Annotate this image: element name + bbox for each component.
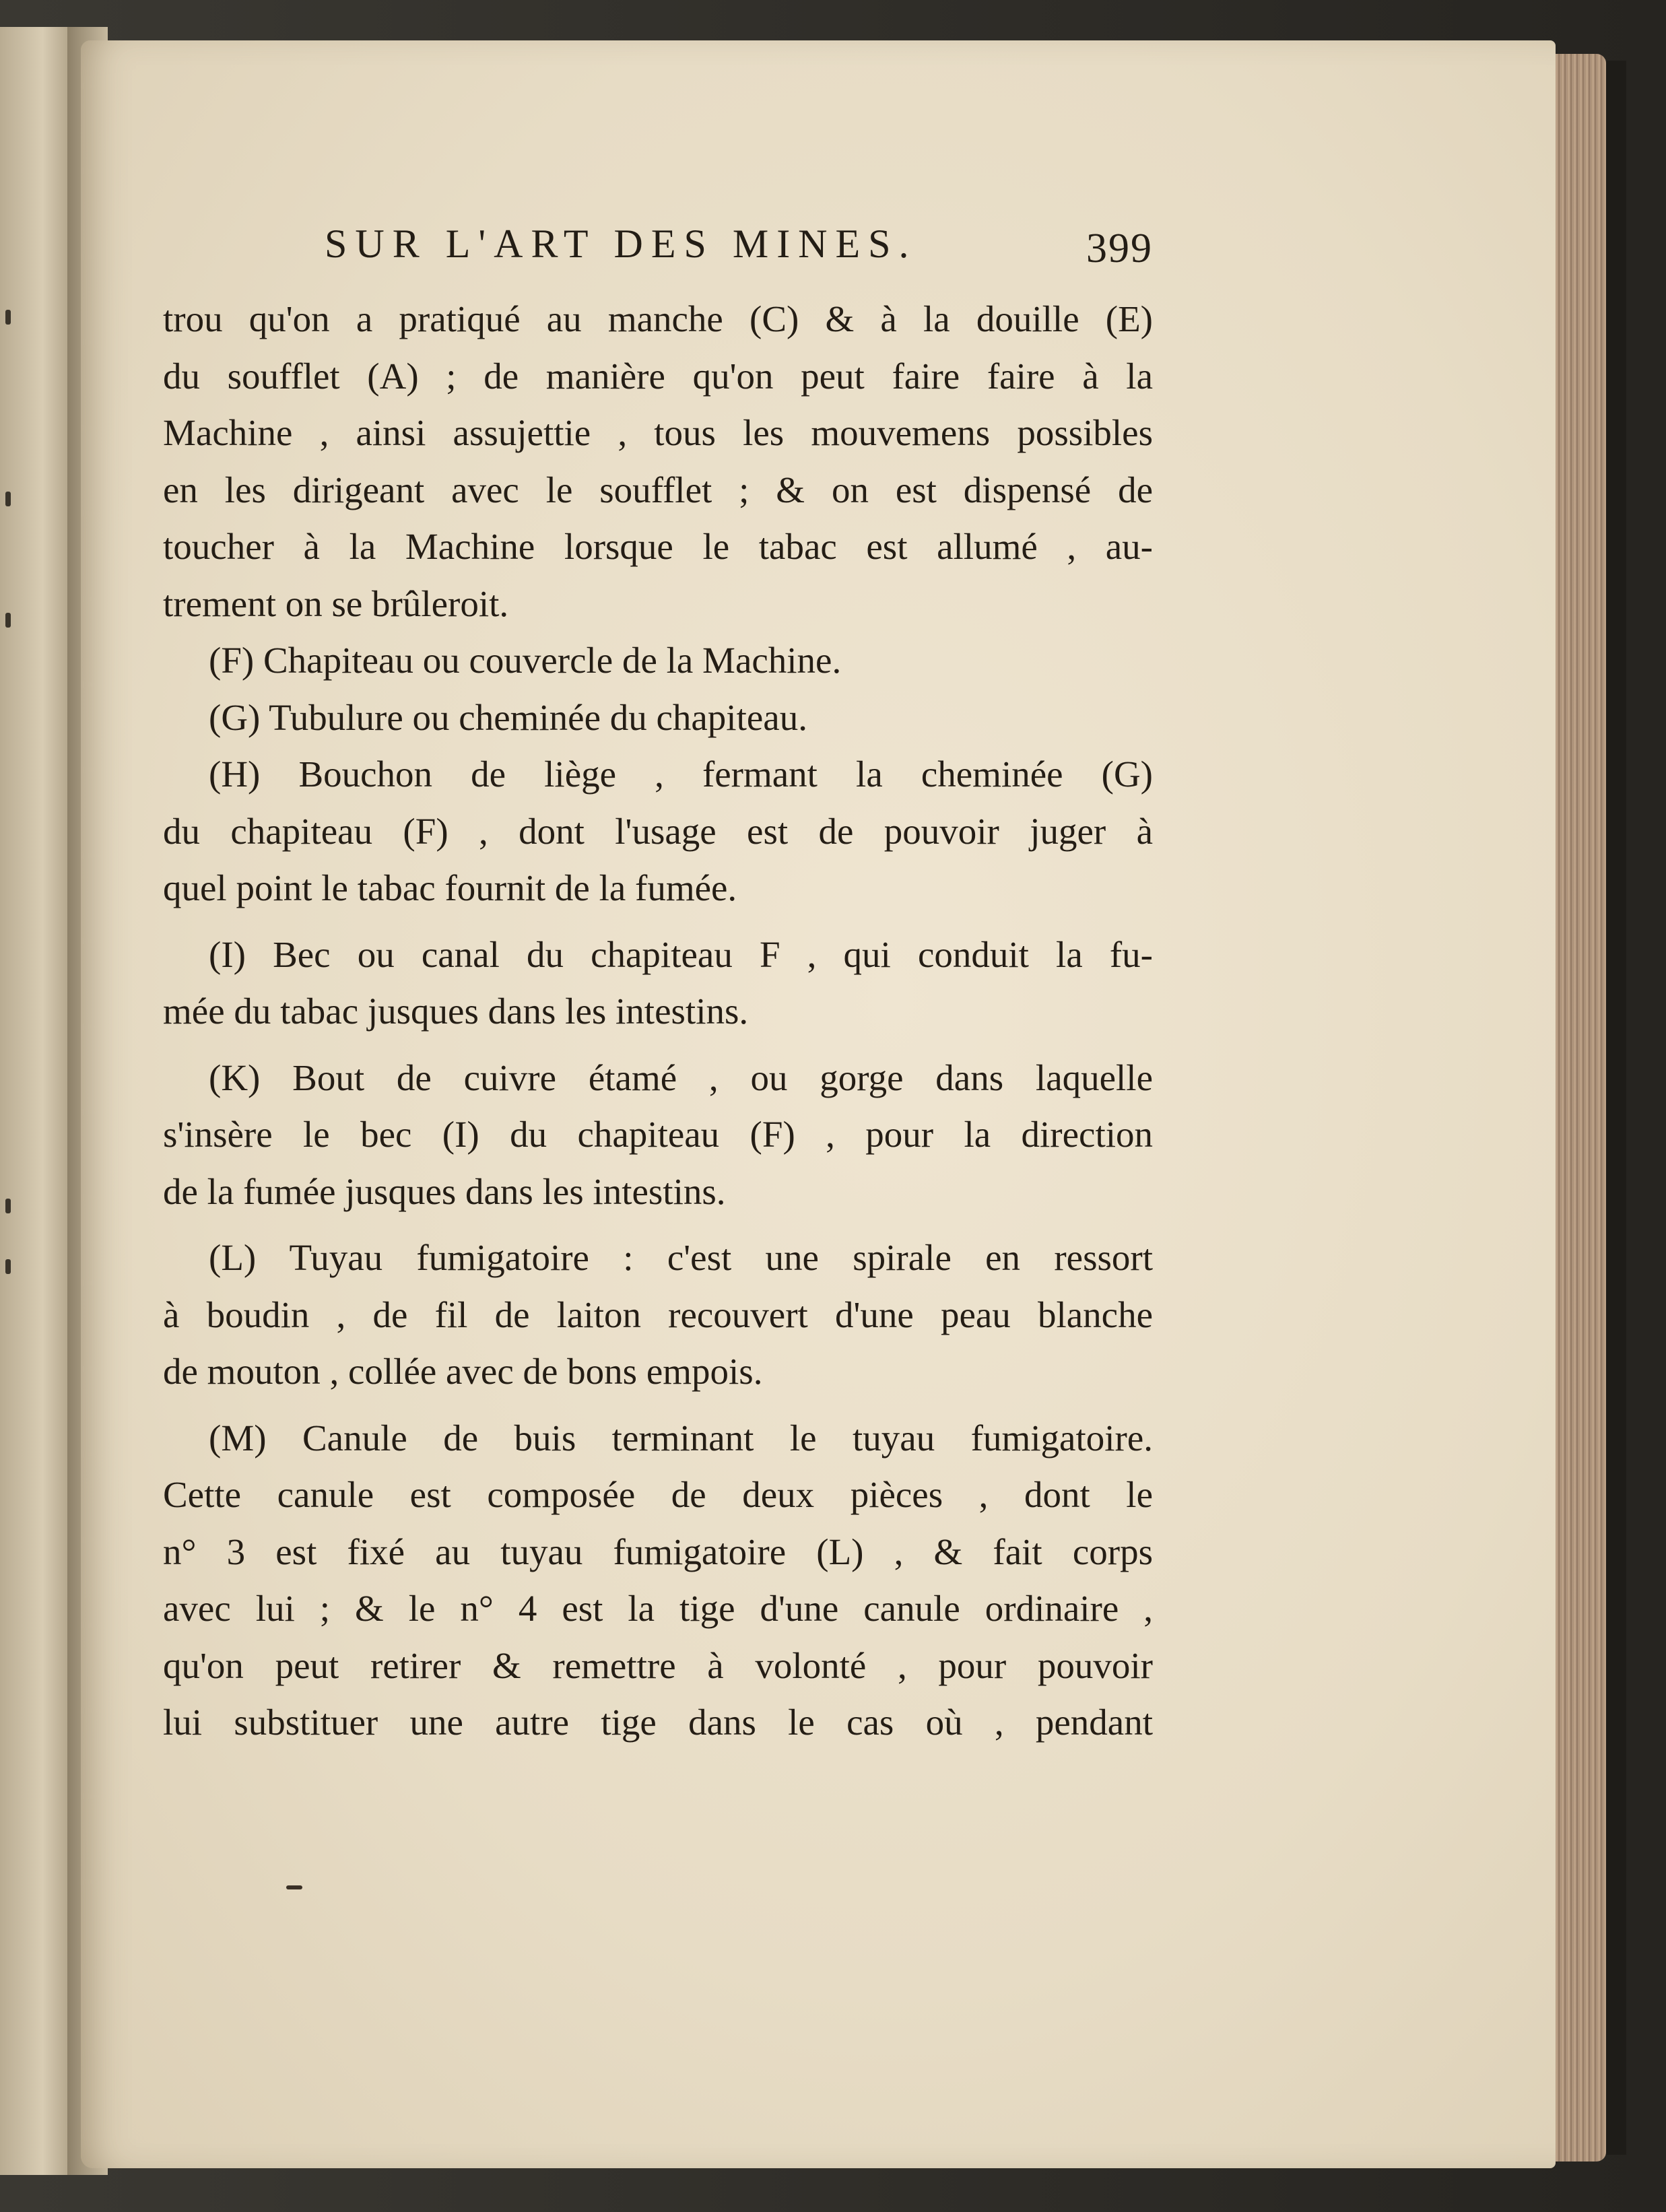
- facing-page-mark: [5, 310, 11, 325]
- text-line: avec lui ; & le n° 4 est la tige d'une canule ordinaire ,: [163, 1588, 1153, 1629]
- text-line: du soufflet (A) ; de manière qu'on peut faire faire à la: [163, 355, 1153, 397]
- text-line: du chapiteau (F) , dont l'usage est de pouvoir juger à: [163, 810, 1153, 852]
- text-line: Machine , ainsi assujettie , tous les mouvemens possibles: [163, 412, 1153, 453]
- facing-page-edge: [0, 27, 77, 2175]
- text-line: Cette canule est composée de deux pièces , dont le: [163, 1474, 1153, 1515]
- body-text: [163, 291, 1153, 1751]
- text-line: en les dirigeant avec le soufflet ; & on est dispensé de: [163, 469, 1153, 510]
- entry-F: (F) Chapiteau ou couvercle de la Machine.: [209, 640, 842, 681]
- entry-H: (H) Bouchon de liège , fermant la cheminée (G): [209, 753, 1153, 795]
- text-line: trou qu'on a pratiqué au manche (C) & à la douille (E): [163, 298, 1153, 339]
- text-line: qu'on peut retirer & remettre à volonté , pour pouvoir: [163, 1644, 1153, 1686]
- text-line: quel point le tabac fournit de la fumée.: [163, 867, 737, 908]
- ink-speck: [286, 1885, 302, 1889]
- entry-K: (K) Bout de cuivre étamé , ou gorge dans laquelle: [209, 1057, 1153, 1098]
- text-line: s'insère le bec (I) du chapiteau (F) , pour la direction: [163, 1114, 1153, 1155]
- page-edge-shadow: [1606, 61, 1626, 2155]
- running-head: [163, 215, 1153, 276]
- facing-page-mark: [5, 613, 11, 628]
- running-title: SUR L'ART DES MINES.: [325, 222, 917, 266]
- text-line: de mouton , collée avec de bons empois.: [163, 1351, 763, 1392]
- text-line: lui substituer une autre tige dans le cas où , pendant: [163, 1702, 1153, 1743]
- text-line: n° 3 est fixé au tuyau fumigatoire (L) , & fait corps: [163, 1531, 1153, 1572]
- text-line: trement on se brûleroit.: [163, 582, 509, 624]
- entry-I: (I) Bec ou canal du chapiteau F , qui conduit la fu-: [209, 933, 1153, 975]
- page-block-edges: [1549, 54, 1606, 2161]
- entry-G: (G) Tubulure ou cheminée du chapiteau.: [209, 696, 807, 738]
- text-line: à boudin , de fil de laiton recouvert d'une peau blanche: [163, 1294, 1153, 1335]
- text-line: toucher à la Machine lorsque le tabac est allumé , au-: [163, 526, 1153, 567]
- facing-page-mark: [5, 492, 11, 506]
- entry-L: (L) Tuyau fumigatoire : c'est une spirale en ressort: [209, 1237, 1153, 1278]
- text-line: mée du tabac jusques dans les intestins.: [163, 991, 749, 1032]
- entry-M: (M) Canule de buis terminant le tuyau fumigatoire.: [209, 1417, 1153, 1459]
- facing-page-mark: [5, 1259, 11, 1274]
- page-number: 399: [1086, 226, 1153, 271]
- facing-page-mark: [5, 1199, 11, 1213]
- text-line: de la fumée jusques dans les intestins.: [163, 1170, 726, 1212]
